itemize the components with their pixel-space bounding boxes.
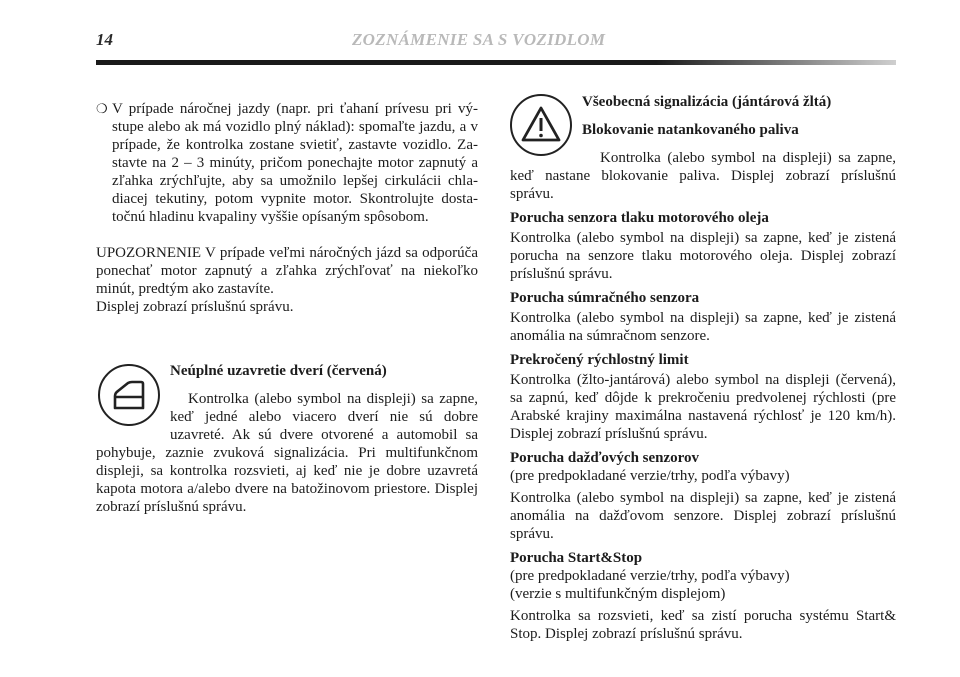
general-warning-section bbox=[510, 93, 896, 203]
door-text: Kontrolka (alebo symbol na displeji) sa zapne, keď jedné alebo viacero dverí nie sú dobre uzavreté. Ak sú dvere otvorené a automobil sa pohybuje, zaznie zvuková signalizácia. Pri multifunkčnom displeji, sa kontrolka rozsvieti, aj keď nie je dobre uzavretá kapota motora a/alebo dvere na batožinovom priestore. Displej zobrazí príslušnú správu. bbox=[96, 391, 478, 515]
oil-section bbox=[510, 209, 896, 283]
warning-text-display: Displej zobrazí príslušnú správu. bbox=[96, 299, 294, 315]
door-section bbox=[96, 362, 478, 516]
rain-section bbox=[510, 449, 896, 543]
warning-paragraph bbox=[96, 244, 478, 316]
left-column bbox=[96, 100, 478, 516]
start-stop-title: Porucha Start&Stop bbox=[510, 550, 643, 566]
bullet-paragraph bbox=[96, 100, 478, 226]
right-column bbox=[510, 93, 896, 643]
speed-title: Prekročený rýchlostný limit bbox=[510, 352, 689, 368]
dusk-title: Porucha súmračného senzora bbox=[510, 290, 700, 306]
bullet-text: V prípade náročnej jazdy (napr. pri ťahaní prívesu pri výstupe alebo ak má vozidlo plný náklad): spomaľte jazdu, a v prípade, že kontrolka zostane svietiť, zastavte vozidlo. Zastavte na 2 – 3 minúty, pričom ponechajte motor zapnutý a zľahka zrýchľujte, aby sa umožnilo lepšej cirkulácii chladiacej tekutiny, potom vypnite motor. Skontrolujte dostatočnú hladinu kvapaliny vyššie opísaným spôsobom. bbox=[112, 101, 478, 225]
oil-text: Kontrolka (alebo symbol na displeji) sa zapne, keď je zistená porucha na senzore tlaku motorového oleja. Displej zobrazí príslušnú správu. bbox=[510, 230, 896, 282]
door-title: Neúplné uzavretie dverí (červená) bbox=[170, 363, 387, 379]
door-open-icon bbox=[98, 364, 160, 426]
rain-text: Kontrolka (alebo symbol na displeji) sa zapne, keď je zistená anomália na dažďovom senzore. Displej zobrazí príslušnú správu. bbox=[510, 490, 896, 542]
dusk-section bbox=[510, 289, 896, 345]
start-stop-note-1: (pre predpokladané verzie/trhy, podľa výbavy) bbox=[510, 568, 790, 584]
warning-text: UPOZORNENIE V prípade veľmi náročných jázd sa odporúča ponechať motor zapnutý a zľahka zrýchľovať na niekoľko minút, predtým ako zastavíte. bbox=[96, 245, 478, 297]
header-rule bbox=[96, 60, 896, 65]
chapter-title: ZOZNÁMENIE SA S VOZIDLOM bbox=[352, 30, 606, 49]
general-title: Všeobecná signalizácia (jántárová žltá) bbox=[582, 94, 832, 110]
fuel-text: Kontrolka (alebo symbol na displeji) sa zapne, keď nastane blokovanie paliva. Displej zobrazí príslušnú správu. bbox=[510, 150, 896, 202]
oil-title: Porucha senzora tlaku motorového oleja bbox=[510, 210, 769, 226]
start-stop-note-2: (verzie s multifunkčným displejom) bbox=[510, 586, 726, 602]
dusk-text: Kontrolka (alebo symbol na displeji) sa zapne, keď je zistená anomália na súmračnom senzore. bbox=[510, 310, 896, 344]
warning-triangle-icon bbox=[510, 94, 572, 156]
page-number: 14 bbox=[96, 30, 113, 49]
rain-note: (pre predpokladané verzie/trhy, podľa výbavy) bbox=[510, 468, 790, 484]
speed-section bbox=[510, 351, 896, 443]
start-stop-section bbox=[510, 549, 896, 643]
bullet-circle-icon: ❍ bbox=[96, 101, 108, 116]
start-stop-text: Kontrolka sa rozsvieti, keď sa zistí porucha systému Start& Stop. Displej zobrazí príslušnú správu. bbox=[510, 608, 896, 642]
rain-title: Porucha dažďových senzorov bbox=[510, 450, 700, 466]
fuel-title: Blokovanie natankovaného paliva bbox=[582, 122, 799, 138]
speed-text: Kontrolka (žlto-jantárová) alebo symbol na displeji (červená), sa zapnú, keď dôjde k prekročeniu predvolenej rýchlosti (pre Arabské krajiny maximálna nastavená rýchlosť je 120 km/h). Displej zobrazí príslušnú správu. bbox=[510, 372, 896, 442]
